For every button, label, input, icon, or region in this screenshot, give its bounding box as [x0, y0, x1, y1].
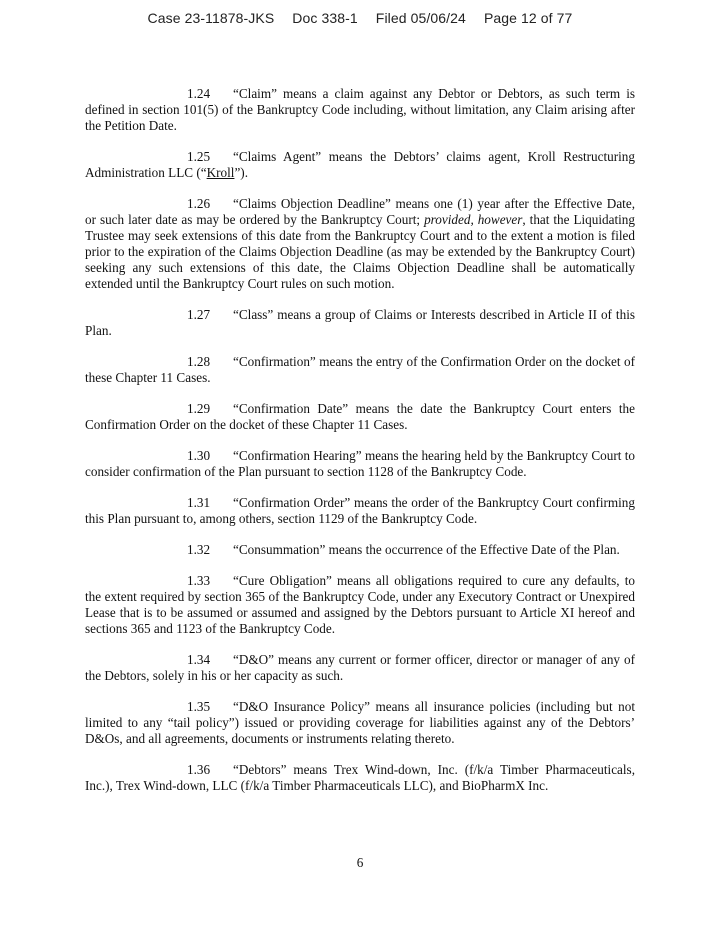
definition-text: “Debtors” means Trex Wind-down, Inc. (f/k/a Timber Pharmaceuticals, Inc.), Trex Wind-down, LLC (f/k/a Timber Pharmaceuticals LLC), and BioPharmX Inc. — [85, 762, 635, 793]
court-filing-header — [0, 10, 720, 26]
doc-number: Doc 338-1 — [292, 10, 358, 26]
definition-number: 1.32 — [187, 542, 211, 557]
definition-number: 1.34 — [187, 652, 211, 667]
definition-number: 1.36 — [187, 762, 211, 777]
definition-text: “Claim” means a claim against any Debtor or Debtors, as such term is defined in section 101(5) of the Bankruptcy Code including, without limitation, any Claim arising after the Petition Date. — [85, 86, 635, 133]
definition-text-end: , that the Liquidating Trustee may seek extensions of this date from the Bankruptcy Court and to the extent a motion is filed prior to the expiration of the Claims Objection Deadline (as may be extended by the Bankruptcy Court) seeking any such extensions of this date, the Claims Objection Deadline shall be automatically extended until the Bankruptcy Court rules on such motion. — [85, 212, 635, 291]
definition-text: “Claims Agent” means the Debtors’ claims agent, Kroll Restructuring Administration LLC (“ — [85, 149, 635, 180]
definition-number: 1.33 — [187, 573, 211, 588]
definition-number: 1.25 — [187, 149, 211, 164]
definition-1-25 — [85, 149, 635, 181]
definition-number: 1.31 — [187, 495, 211, 510]
definition-1-32 — [85, 542, 635, 558]
definition-text: “Confirmation” means the entry of the Confirmation Order on the docket of these Chapter 11 Cases. — [85, 354, 635, 385]
definition-number: 1.24 — [187, 86, 211, 101]
definitions-section — [85, 86, 635, 809]
definition-number: 1.35 — [187, 699, 211, 714]
definition-number: 1.26 — [187, 196, 211, 211]
definition-1-31 — [85, 495, 635, 527]
definition-1-24 — [85, 86, 635, 134]
definition-text-end: ”). — [234, 165, 248, 180]
definition-text: “Cure Obligation” means all obligations required to cure any defaults, to the extent required by section 365 of the Bankruptcy Code, under any Executory Contract or Unexpired Lease that is to be assumed or assumed and assigned by the Debtors pursuant to Article XI hereof and sections 365 and 1123 of the Bankruptcy Code. — [85, 573, 635, 636]
definition-number: 1.27 — [187, 307, 211, 322]
proviso-italic: provided, however — [424, 212, 523, 227]
page-number: 6 — [356, 855, 364, 870]
case-number: Case 23-11878-JKS — [147, 10, 275, 26]
definition-text: “D&O” means any current or former officer, director or manager of any of the Debtors, solely in his or her capacity as such. — [85, 652, 635, 683]
filed-date: Filed 05/06/24 — [375, 10, 466, 26]
page-count: Page 12 of 77 — [483, 10, 573, 26]
definition-text: “D&O Insurance Policy” means all insurance policies (including but not limited to any “tail policy”) issued or providing coverage for liabilities against any of the Debtors’ D&Os, and all agreements, documents or instruments relating thereto. — [85, 699, 635, 746]
definition-1-28 — [85, 354, 635, 386]
definition-text: “Claims Objection Deadline” means one (1) year after the Effective Date, or such later date as may be ordered by the Bankruptcy Court; — [85, 196, 635, 227]
definition-text: “Confirmation Order” means the order of the Bankruptcy Court confirming this Plan pursuant to, among others, section 1129 of the Bankruptcy Code. — [85, 495, 635, 526]
definition-1-36 — [85, 762, 635, 794]
defined-term-kroll: Kroll — [206, 165, 235, 180]
definition-1-26 — [85, 196, 635, 292]
definition-number: 1.28 — [187, 354, 211, 369]
definition-1-34 — [85, 652, 635, 684]
definition-text: “Confirmation Date” means the date the Bankruptcy Court enters the Confirmation Order on the docket of these Chapter 11 Cases. — [85, 401, 635, 432]
definition-number: 1.29 — [187, 401, 211, 416]
definition-1-30 — [85, 448, 635, 480]
definition-text: “Confirmation Hearing” means the hearing held by the Bankruptcy Court to consider confirmation of the Plan pursuant to section 1128 of the Bankruptcy Code. — [85, 448, 635, 479]
definition-1-35 — [85, 699, 635, 747]
definition-1-29 — [85, 401, 635, 433]
definition-1-27 — [85, 307, 635, 339]
definition-text: “Consummation” means the occurrence of the Effective Date of the Plan. — [233, 542, 620, 557]
definition-number: 1.30 — [187, 448, 211, 463]
definition-1-33 — [85, 573, 635, 637]
definition-text: “Class” means a group of Claims or Interests described in Article II of this Plan. — [85, 307, 635, 338]
